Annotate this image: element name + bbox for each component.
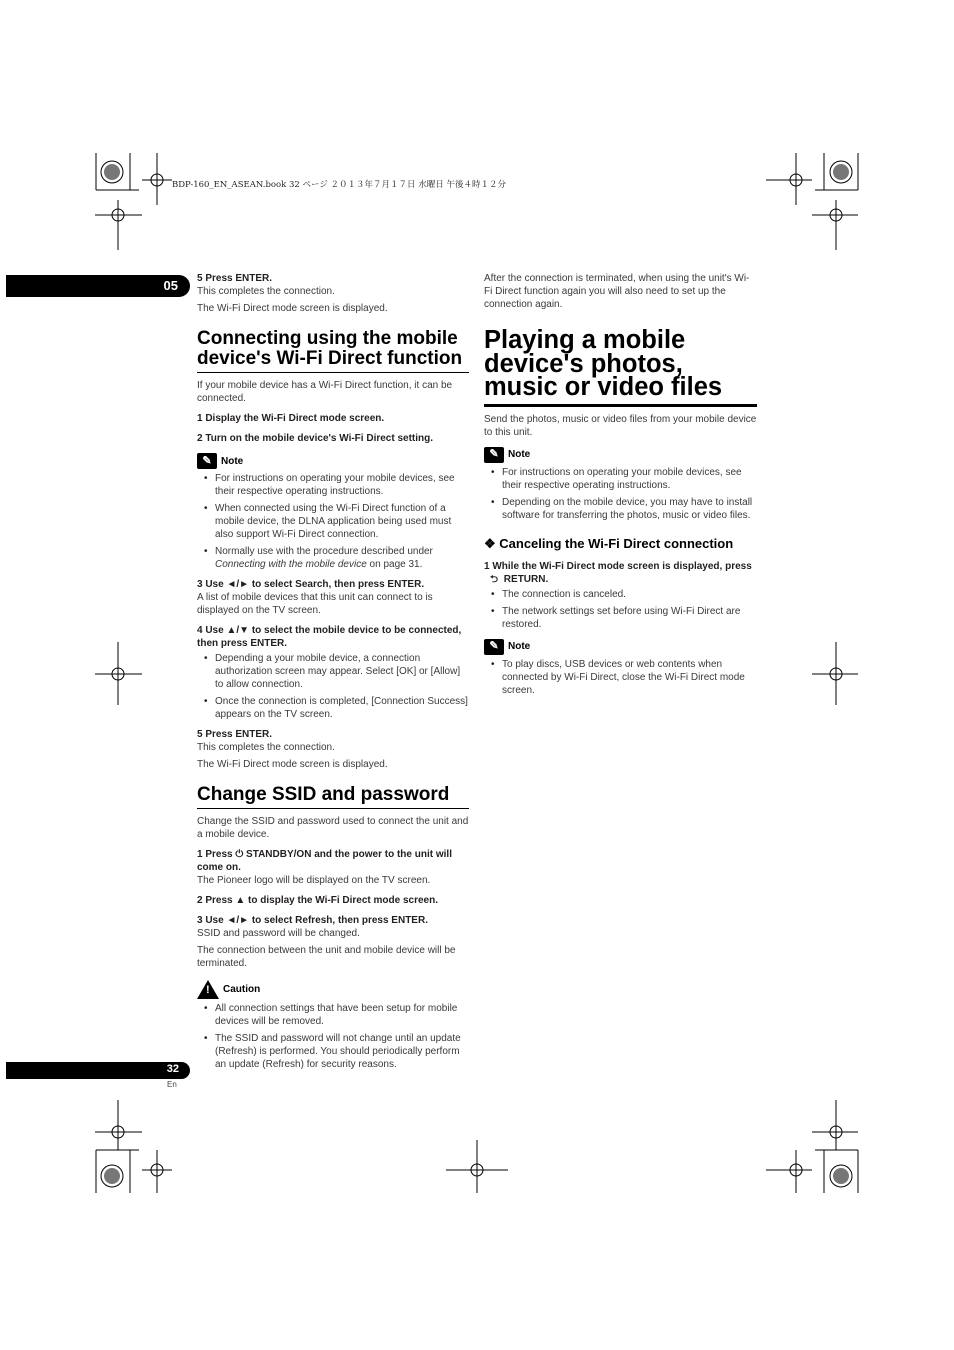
note-header — [197, 453, 469, 469]
step-1 — [484, 560, 757, 586]
step-4-list — [197, 652, 469, 721]
list-item: • Depending a your mobile device, a connection authorization screen may appear. Select [OK] or [Allow] to allow connection. — [215, 652, 469, 691]
list-item: • Depending on the mobile device, you may have to install software for transferring the photos, music or video files. — [502, 496, 757, 522]
caution-list — [197, 1002, 469, 1071]
list-item-text: on page 31. — [366, 559, 423, 570]
return-icon: ⮌ — [490, 573, 499, 585]
note-label: Note — [508, 449, 531, 460]
paragraph: The Wi-Fi Direct mode screen is displayed. — [197, 759, 388, 770]
intro-paragraph: After the connection is terminated, when using the unit's Wi-Fi Direct function again you will also need to set up the connection again. — [484, 273, 750, 310]
cancel-list — [484, 588, 757, 631]
list-item: • To play discs, USB devices or web contents when connected by Wi-Fi Direct, close the Wi-Fi Direct mode screen. — [502, 658, 757, 697]
intro-paragraph: Send the photos, music or video files from your mobile device to this unit. — [484, 413, 757, 438]
step-3: 3 Use ◄/► to select Refresh, then press ENTER. — [197, 915, 428, 926]
heading-playing-mobile-files: Playing a mobile device's photos, music or video files — [484, 329, 757, 407]
paragraph: SSID and password will be changed. — [197, 928, 360, 939]
caution-label: Caution — [223, 984, 261, 995]
heading-change-ssid: Change SSID and password — [197, 785, 469, 809]
list-item: • The SSID and password will not change until an update (Refresh) is performed. You should periodically perform an update (Refresh) for security reasons. — [215, 1032, 469, 1071]
right-column — [484, 272, 757, 701]
left-column — [197, 272, 469, 1075]
cross-reference: Connecting with the mobile device — [215, 559, 367, 570]
step-5-press-enter: 5 Press ENTER. — [197, 729, 273, 740]
step-2: 2 Turn on the mobile device's Wi-Fi Direct setting. — [197, 433, 434, 444]
chapter-tab — [6, 275, 190, 297]
list-item: • The connection is canceled. — [502, 588, 757, 601]
caution-header — [197, 980, 469, 999]
paragraph: A list of mobile devices that this unit can connect to is displayed on the TV screen. — [197, 592, 433, 616]
heading-connecting-wifi-direct: Connecting using the mobile device's Wi-Fi Direct function — [197, 329, 469, 373]
step-1: 1 Press ⏻ STANDBY/ON and the power to the unit will come on. — [197, 849, 452, 873]
intro-paragraph: Change the SSID and password used to connect the unit and a mobile device. — [197, 816, 469, 840]
list-item: • The network settings set before using Wi-Fi Direct are restored. — [502, 605, 757, 631]
step-2: 2 Press ▲ to display the Wi-Fi Direct mode screen. — [197, 895, 438, 906]
page-number: 32 — [166, 1063, 179, 1075]
print-header: BDP-160_EN_ASEAN.book 32 ページ ２０１３年７月１７日 水曜日 午後４時１２分 — [172, 180, 506, 190]
paragraph: This completes the connection. — [197, 742, 335, 753]
list-item — [215, 545, 469, 571]
step-5-press-enter: 5 Press ENTER. — [197, 273, 273, 284]
step-3: 3 Use ◄/► to select Search, then press ENTER. — [197, 579, 425, 590]
paragraph: This completes the connection. — [197, 286, 335, 297]
page-number-tab — [6, 1062, 190, 1079]
intro-paragraph: If your mobile device has a Wi-Fi Direct function, it can be connected. — [197, 380, 453, 404]
note-header — [484, 447, 757, 463]
note-header — [484, 639, 757, 655]
list-item-text: Normally use with the procedure described under — [215, 546, 433, 557]
note-list — [197, 472, 469, 571]
return-label: RETURN. — [503, 573, 549, 585]
chapter-number: 05 — [163, 278, 178, 293]
heading-canceling-wifi-direct: ❖ Canceling the Wi-Fi Direct connection — [484, 535, 734, 551]
note-pencil-icon: ✎ — [484, 639, 504, 655]
list-item: • For instructions on operating your mobile devices, see their respective operating instructions. — [502, 466, 757, 492]
list-item: • Once the connection is completed, [Connection Success] appears on the TV screen. — [215, 695, 469, 721]
paragraph: The connection between the unit and mobile device will be terminated. — [197, 945, 456, 969]
step-text: 1 While the Wi-Fi Direct mode screen is displayed, press — [484, 560, 752, 572]
note-list — [484, 658, 757, 697]
step-4: 4 Use ▲/▼ to select the mobile device to be connected, then press ENTER. — [197, 625, 462, 649]
list-item: • All connection settings that have been setup for mobile devices will be removed. — [215, 1002, 469, 1028]
list-item: • For instructions on operating your mobile devices, see their respective operating instructions. — [215, 472, 469, 498]
paragraph: The Pioneer logo will be displayed on the TV screen. — [197, 875, 431, 886]
note-pencil-icon: ✎ — [484, 447, 504, 463]
caution-warning-icon: ! — [197, 980, 219, 999]
list-item: • When connected using the Wi-Fi Direct function of a mobile device, the DLNA application being used must also support Wi-Fi Direct connection. — [215, 502, 469, 541]
note-label: Note — [508, 641, 531, 652]
note-pencil-icon: ✎ — [197, 453, 217, 469]
step-1: 1 Display the Wi-Fi Direct mode screen. — [197, 413, 385, 424]
note-list — [484, 466, 757, 522]
page-language: En — [167, 1080, 177, 1089]
paragraph: The Wi-Fi Direct mode screen is displayed. — [197, 303, 388, 314]
note-label: Note — [221, 455, 244, 467]
